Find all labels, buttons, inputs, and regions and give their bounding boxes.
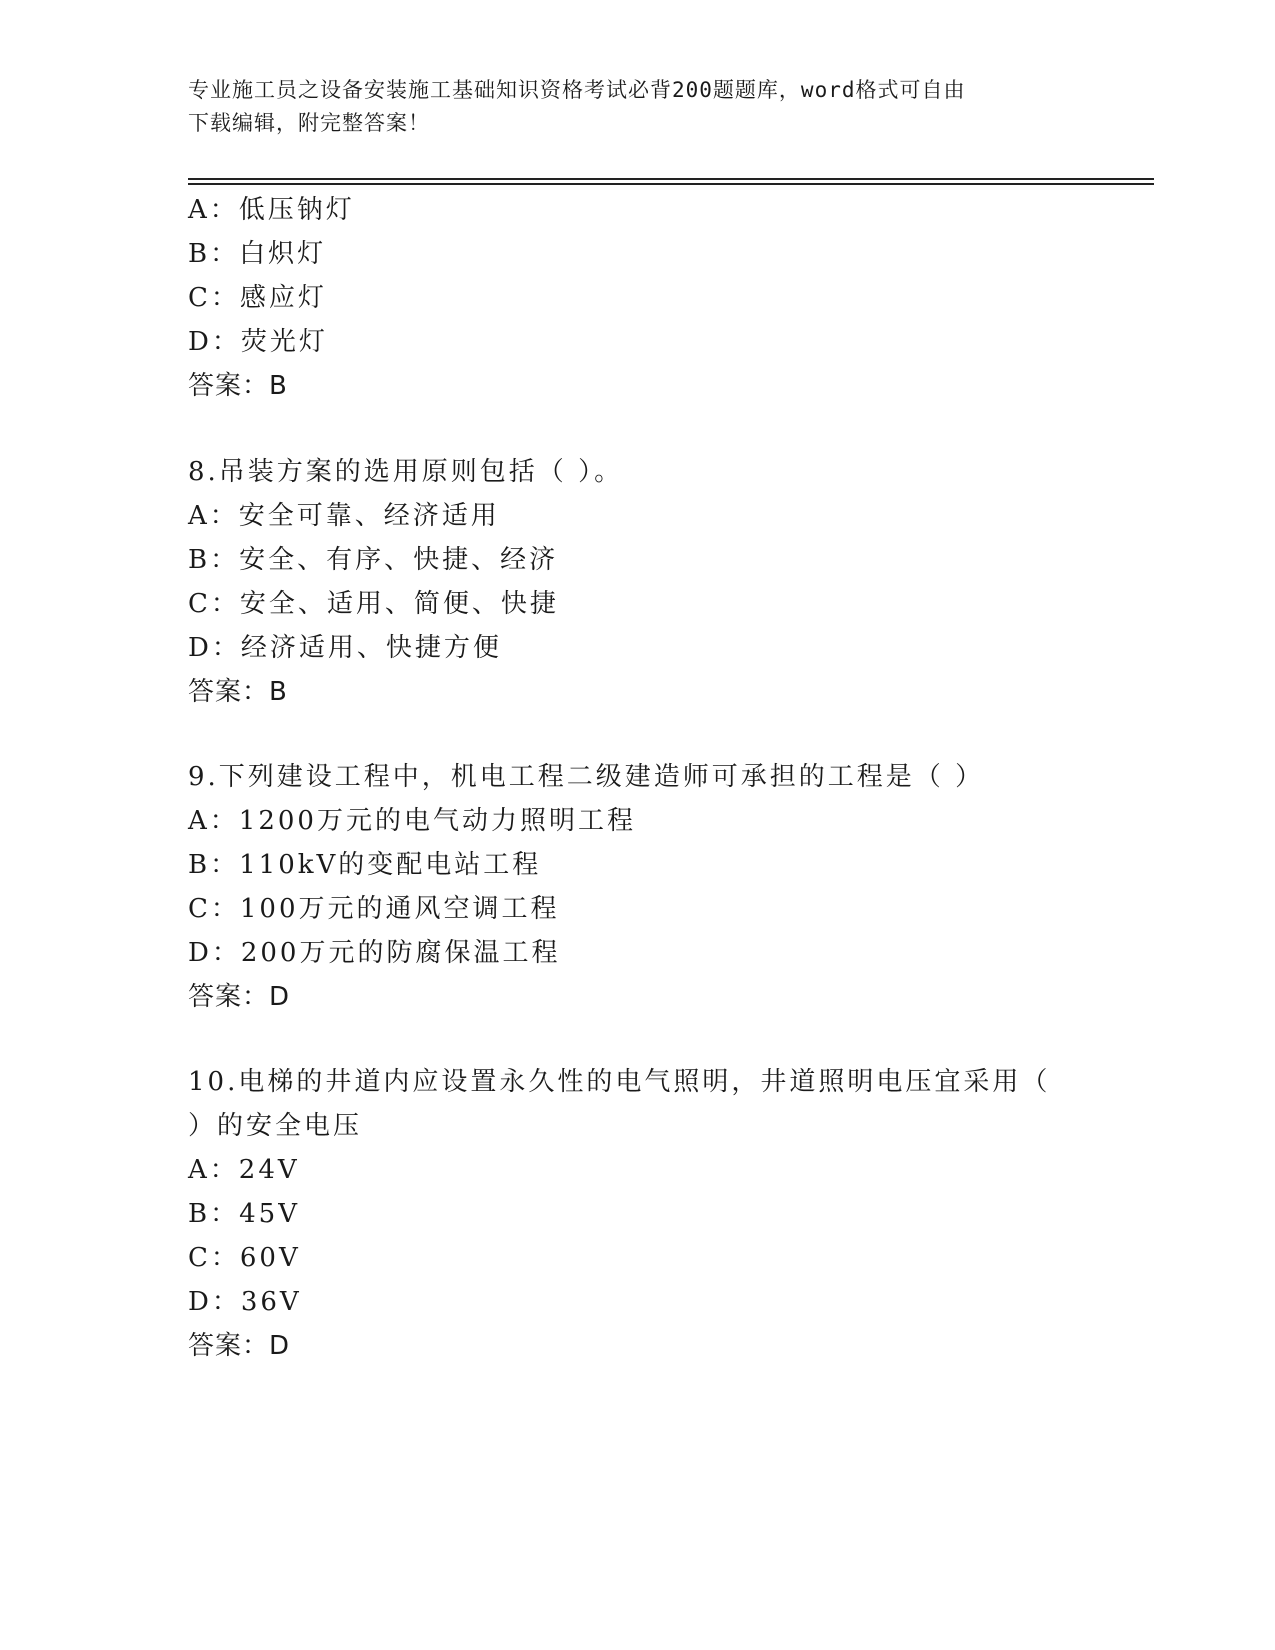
q8-option-c: C：安全、适用、简便、快捷 <box>188 589 559 619</box>
q9-answer: 答案：D <box>188 982 291 1012</box>
q8-option-b: B：安全、有序、快捷、经济 <box>188 545 559 575</box>
q10-option-d: D：36V <box>188 1287 302 1317</box>
q9-option-d: D：200万元的防腐保温工程 <box>188 938 561 968</box>
q10-option-c: C：60V <box>188 1243 301 1273</box>
q9-option-b: B：110kV的变配电站工程 <box>188 850 542 880</box>
header-divider-bottom <box>188 183 1154 185</box>
q8-option-a: A：安全可靠、经济适用 <box>188 501 500 531</box>
q7-option-b: B：白炽灯 <box>188 239 327 269</box>
header-line-1: 专业施工员之设备安装施工基础知识资格考试必背200题题库，word格式可自由 <box>188 78 966 102</box>
q8-answer: 答案：B <box>188 677 288 707</box>
q9-option-a: A：1200万元的电气动力照明工程 <box>188 806 636 836</box>
q7-answer: 答案：B <box>188 371 288 401</box>
q10-answer: 答案：D <box>188 1331 291 1361</box>
q8-option-d: D：经济适用、快捷方便 <box>188 633 502 663</box>
q7-option-d: D：荧光灯 <box>188 327 328 357</box>
q7-option-c: C：感应灯 <box>188 283 327 313</box>
q9-title: 9.下列建设工程中，机电工程二级建造师可承担的工程是（ ） <box>188 762 985 792</box>
document-header <box>188 74 1088 140</box>
q9-option-c: C：100万元的通风空调工程 <box>188 894 560 924</box>
q10-title-line-1: 10.电梯的井道内应设置永久性的电气照明，井道照明电压宜采用（ <box>188 1067 1051 1097</box>
q7-option-a: A：低压钠灯 <box>188 195 355 225</box>
q10-title-line-2: ）的安全电压 <box>188 1111 363 1141</box>
q8-title: 8.吊装方案的选用原则包括（ ）。 <box>188 457 624 487</box>
q10-option-b: B：45V <box>188 1199 300 1229</box>
header-line-2: 下载编辑，附完整答案！ <box>188 111 430 135</box>
q10-option-a: A：24V <box>188 1155 300 1185</box>
header-divider-top <box>188 178 1154 180</box>
